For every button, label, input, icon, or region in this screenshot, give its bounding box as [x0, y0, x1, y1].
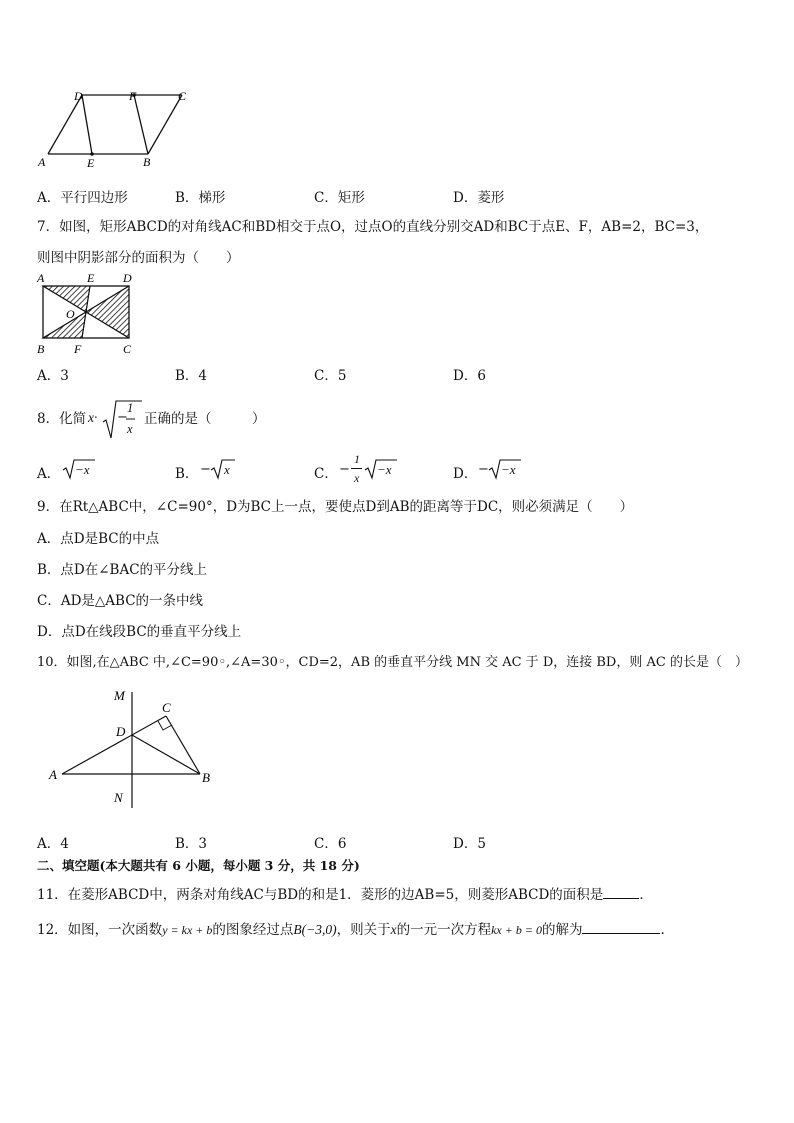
fig6-label-C: C [178, 89, 187, 103]
q11-stem: 11．在菱形ABCD中，两条对角线AC与BD的和是1．菱形的边AB=5，则菱形ABCD的面积是 [37, 887, 604, 903]
q12-answer-blank[interactable] [582, 920, 660, 934]
q9-option-d[interactable]: D．点D在线段BC的垂直平分线上 [37, 624, 242, 640]
q12 [37, 920, 665, 939]
q8-option-c-sign: − [339, 462, 350, 477]
q8-frac-den: x [127, 422, 133, 436]
q8-option-b-letter: B． [175, 466, 199, 482]
fig10-label-C: C [162, 700, 171, 715]
q9-stem: 9．在Rt△ABC中，∠C=90°，D为BC上一点，要使点D到AB的距离等于DC，则必须满足（ ） [37, 499, 634, 515]
q9-option-a[interactable]: A．点D是BC的中点 [37, 531, 160, 547]
q7-stem-line1: 7．如图，矩形ABCD的对角线AC和BD相交于点O，过点O的直线分别交AD和BC于点E、F，AB=2，BC=3， [37, 219, 709, 235]
q12-var: x [390, 922, 397, 937]
fig10-label-M: M [114, 688, 125, 703]
q10-figure [44, 684, 224, 814]
q10-option-a[interactable]: A．4 [37, 836, 69, 852]
fig7-label-D: D [123, 271, 132, 285]
fig10-label-B: B [202, 770, 210, 785]
q11 [37, 885, 653, 904]
q8-option-d-letter: D． [453, 466, 478, 482]
q8-option-a-radicand: −x [75, 462, 90, 477]
q12-point: B(−3,0) [293, 922, 337, 937]
q10-option-d[interactable]: D．5 [453, 836, 486, 852]
fig7-label-E: E [87, 271, 95, 285]
q11-stem-end: ． [639, 887, 653, 903]
q8-option-b-radicand: x [224, 462, 230, 477]
q8-option-c-coef-num: 1 [354, 452, 360, 466]
fig6-label-F: F [129, 89, 137, 103]
q6-option-d[interactable]: D．菱形 [453, 190, 505, 206]
q11-answer-blank[interactable] [603, 885, 639, 899]
q7-option-b[interactable]: B．4 [175, 368, 208, 384]
q7-option-c[interactable]: C．5 [314, 368, 347, 384]
q8-option-d-radicand: −x [501, 462, 516, 477]
q7-figure [34, 270, 144, 360]
fig7-label-C: C [123, 342, 132, 356]
q10-option-b[interactable]: B．3 [175, 836, 208, 852]
q9-option-b[interactable]: B．点D在∠BAC的平分线上 [37, 562, 208, 578]
fig10-label-N: N [114, 790, 123, 805]
q12-part5: 的解为 [541, 922, 583, 938]
fig6-label-B: B [143, 155, 151, 169]
q7-option-d[interactable]: D．6 [453, 368, 486, 384]
q7-stem-line2: 则图中阴影部分的面积为（ ） [37, 250, 240, 266]
fig7-label-B: B [37, 342, 45, 356]
fig6-label-A: A [38, 155, 46, 169]
q6-option-c[interactable]: C．矩形 [314, 190, 365, 206]
fig10-label-A: A [49, 767, 57, 782]
q12-part3: ，则关于 [336, 922, 391, 938]
q12-part4: 的一元一次方程 [396, 922, 492, 938]
q8-minus: − [117, 410, 128, 425]
q8-option-c-letter: C． [314, 466, 338, 482]
q8-option-d-sign: − [478, 462, 489, 477]
q8-option-b-sign: − [200, 462, 211, 477]
q8-prefix: 8．化简 [37, 411, 87, 427]
q8-option-b-radical [210, 457, 236, 481]
q8-expr-x: x· [88, 410, 98, 425]
q8-option-c-fraction-bar [351, 468, 362, 469]
q8-option-c-coef-den: x [354, 471, 360, 485]
fig7-label-A: A [37, 271, 45, 285]
q12-end: . [660, 922, 665, 938]
q6-figure [36, 86, 196, 171]
fig7-label-O: O [66, 307, 75, 321]
q10-option-c[interactable]: C．6 [314, 836, 347, 852]
q12-function: y = kx + b [162, 923, 213, 937]
q8-option-a-letter: A． [37, 466, 61, 482]
q7-option-a[interactable]: A．3 [37, 368, 69, 384]
fig10-label-D: D [116, 724, 126, 739]
q8-option-c-radicand: −x [377, 462, 392, 477]
section-2-heading: 二、填空题(本大题共有 6 小题，每小题 3 分，共 18 分) [37, 858, 360, 873]
q8-frac-num: 1 [127, 401, 134, 415]
q12-equation: kx + b = 0 [491, 923, 542, 937]
fig6-label-D: D [74, 89, 83, 103]
q9-option-c[interactable]: C．AD是△ABC的一条中线 [37, 593, 204, 609]
q10-stem: 10．如图,在△ABC 中,∠C=90◦,∠A=30◦，CD=2，AB 的垂直平分线 MN 交 AC 于 D，连接 BD，则 AC 的长是（ ） [37, 655, 748, 670]
fig7-label-F: F [74, 342, 82, 356]
q6-option-a[interactable]: A．平行四边形 [37, 190, 128, 206]
q6-option-b[interactable]: B．梯形 [175, 190, 226, 206]
fig6-label-E: E [87, 156, 95, 170]
q12-part2: 的图象经过点 [212, 922, 294, 938]
q8-suffix: 正确的是（ ） [144, 411, 266, 427]
q12-part1: 12．如图，一次函数 [37, 922, 163, 938]
